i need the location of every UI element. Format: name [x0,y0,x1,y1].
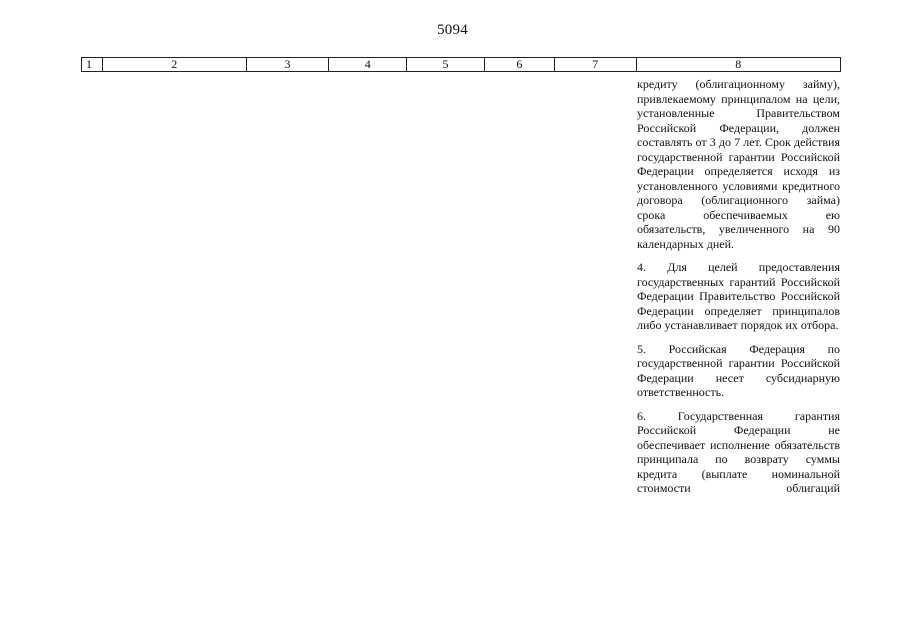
paragraph-5-liability: 5. Российская Федерация по государственной гарантии Российской Федерации несет субсидиарную ответственность. [637,341,840,399]
paragraph-6-obligations: 6. Государственная гарантия Российской Федерации не обеспечивает исполнение обязательств принципала по возврату суммы кредита (выплате номинальной стоимости облигаций [637,408,840,495]
table-header-col-8: 8 [636,58,840,71]
paragraph-guarantee-term: кредиту (облигационному займу), привлекаемому принципалом на цели, установленные Правительством Российской Федерации, должен составлять от 3 до 7 лет. Срок действия государственной гарантии Российской Федерации определяется исходя из установленного условиями кредитного договора (облигационного займа) срока обеспечиваемых ею обязательств, увеличенного на 90 календарных дней. [637,77,840,251]
table-header-row [81,57,841,72]
page-number: 5094 [437,22,468,38]
table-header-col-1: 1 [86,57,92,71]
table-header-col-6: 6 [484,58,554,71]
column-8-text [637,77,840,505]
table-header-col-2: 2 [102,58,246,71]
paragraph-4-principals: 4. Для целей предоставления государственных гарантий Российской Федерации Правительство Российской Федерации определяет принципалов либо устанавливает порядок их отбора. [637,260,840,332]
table-header-col-7: 7 [554,58,636,71]
table-header-col-5: 5 [406,58,484,71]
table-header-col-4: 4 [328,58,406,71]
table-header-col-3: 3 [246,58,329,71]
